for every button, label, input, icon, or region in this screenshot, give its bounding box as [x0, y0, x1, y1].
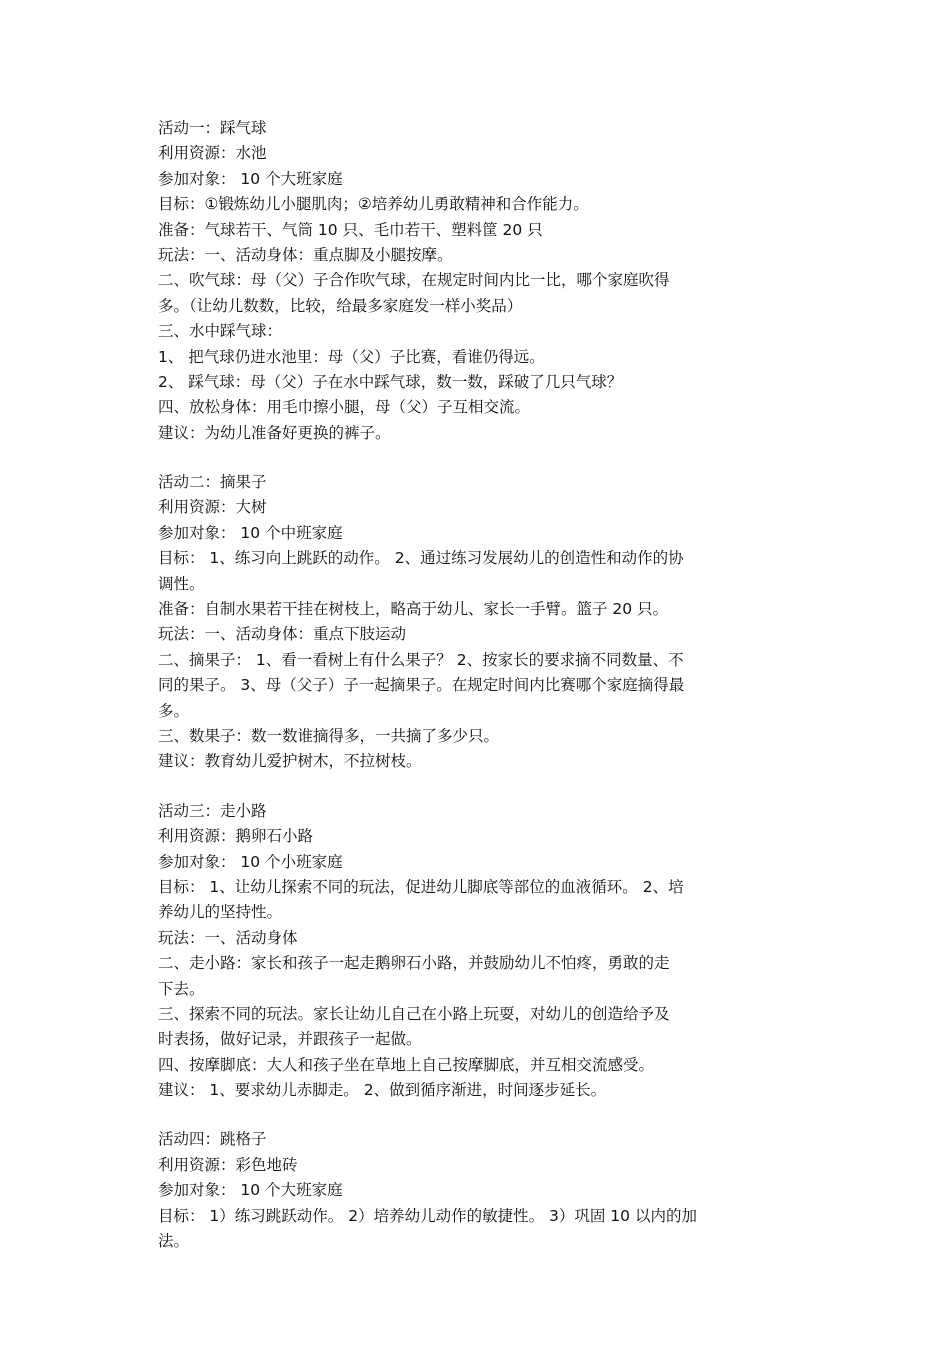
activity-2-section — [158, 470, 798, 775]
text-line: 三、水中踩气球： — [158, 322, 283, 341]
text-line: 四、按摩脚底：大人和孩子坐在草地上自己按摩脚底，并互相交流感受。 — [158, 1055, 655, 1074]
activity-title: 活动一：踩气球 — [158, 119, 267, 137]
activity-title: 活动三：走小路 — [158, 801, 267, 820]
resource-line: 利用资源：彩色地砖 — [158, 1155, 298, 1174]
text-line: 多。 — [158, 701, 190, 720]
text-line: 1、 把气球仍进水池里：母（父）子比赛，看谁仍得远。 — [158, 347, 545, 366]
text-line: 三、探索不同的玩法。家长让幼儿自己在小路上玩耍，对幼儿的创造给予及 — [158, 1004, 670, 1023]
goal-line: 目标： 1、让幼儿探索不同的玩法，促进幼儿脚底等部位的血液循环。 2、培 — [158, 877, 684, 896]
activity-title: 活动四：跳格子 — [158, 1130, 267, 1149]
activity-1-section — [158, 116, 798, 446]
activity-title: 活动二：摘果子 — [158, 473, 267, 492]
text-line: 四、放松身体：用毛巾擦小腿，母（父）子互相交流。 — [158, 398, 531, 417]
participants-line: 参加对象： 10 个大班家庭 — [158, 169, 343, 188]
participants-line: 参加对象： 10 个大班家庭 — [158, 1181, 343, 1200]
text-line: 同的果子。 3、母（父子）子一起摘果子。在规定时间内比赛哪个家庭摘得最 — [158, 676, 685, 695]
activity-3-section — [158, 799, 798, 1104]
goal-line: 目标：①锻炼幼儿小腿肌肉；②培养幼儿勇敢精神和合作能力。 — [158, 195, 589, 214]
goal-line: 目标： 1）练习跳跃动作。 2）培养幼儿动作的敏捷性。 3）巩固 10 以内的加 — [158, 1206, 697, 1225]
document-page — [158, 116, 798, 1278]
goal-line: 目标： 1、练习向上跳跃的动作。 2、通过练习发展幼儿的创造性和动作的协 — [158, 549, 684, 568]
preparation-line: 准备：气球若干、气筒 10 只、毛巾若干、塑料筐 20 只 — [158, 220, 543, 239]
text-line: 养幼儿的坚持性。 — [158, 903, 283, 922]
text-line: 二、走小路：家长和孩子一起走鹅卵石小路，并鼓励幼儿不怕疼，勇敢的走 — [158, 954, 670, 973]
text-line: 调性。 — [158, 574, 205, 593]
resource-line: 利用资源：大树 — [158, 498, 267, 517]
play-line: 玩法：一、活动身体：重点下肢运动 — [158, 625, 407, 644]
text-line: 法。 — [158, 1232, 190, 1251]
participants-line: 参加对象： 10 个小班家庭 — [158, 852, 343, 871]
play-line: 玩法：一、活动身体 — [158, 928, 298, 947]
text-line: 2、 踩气球：母（父）子在水中踩气球，数一数，踩破了几只气球？ — [158, 372, 623, 391]
participants-line: 参加对象： 10 个中班家庭 — [158, 523, 343, 542]
text-line: 下去。 — [158, 979, 205, 998]
resource-line: 利用资源：水池 — [158, 144, 267, 163]
suggestion-line: 建议： 1、要求幼儿赤脚走。 2、做到循序渐进，时间逐步延长。 — [158, 1081, 607, 1100]
text-line: 二、摘果子： 1、看一看树上有什么果子？ 2、按家长的要求摘不同数量、不 — [158, 650, 684, 669]
suggestion-line: 建议：教育幼儿爱护树木，不拉树枝。 — [158, 752, 422, 771]
resource-line: 利用资源：鹅卵石小路 — [158, 827, 314, 846]
text-line: 多。（让幼儿数数，比较，给最多家庭发一样小奖品） — [158, 296, 523, 315]
activity-4-section — [158, 1127, 798, 1254]
suggestion-line: 建议：为幼儿准备好更换的裤子。 — [158, 423, 391, 442]
text-line: 三、数果子：数一数谁摘得多，一共摘了多少只。 — [158, 726, 500, 745]
text-line: 时表扬，做好记录，并跟孩子一起做。 — [158, 1030, 422, 1049]
preparation-line: 准备：自制水果若干挂在树枝上，略高于幼儿、家长一手臂。篮子 20 只。 — [158, 600, 669, 619]
text-line: 二、吹气球：母（父）子合作吹气球，在规定时间内比一比，哪个家庭吹得 — [158, 271, 670, 290]
play-line: 玩法：一、活动身体：重点脚及小腿按摩。 — [158, 245, 453, 264]
